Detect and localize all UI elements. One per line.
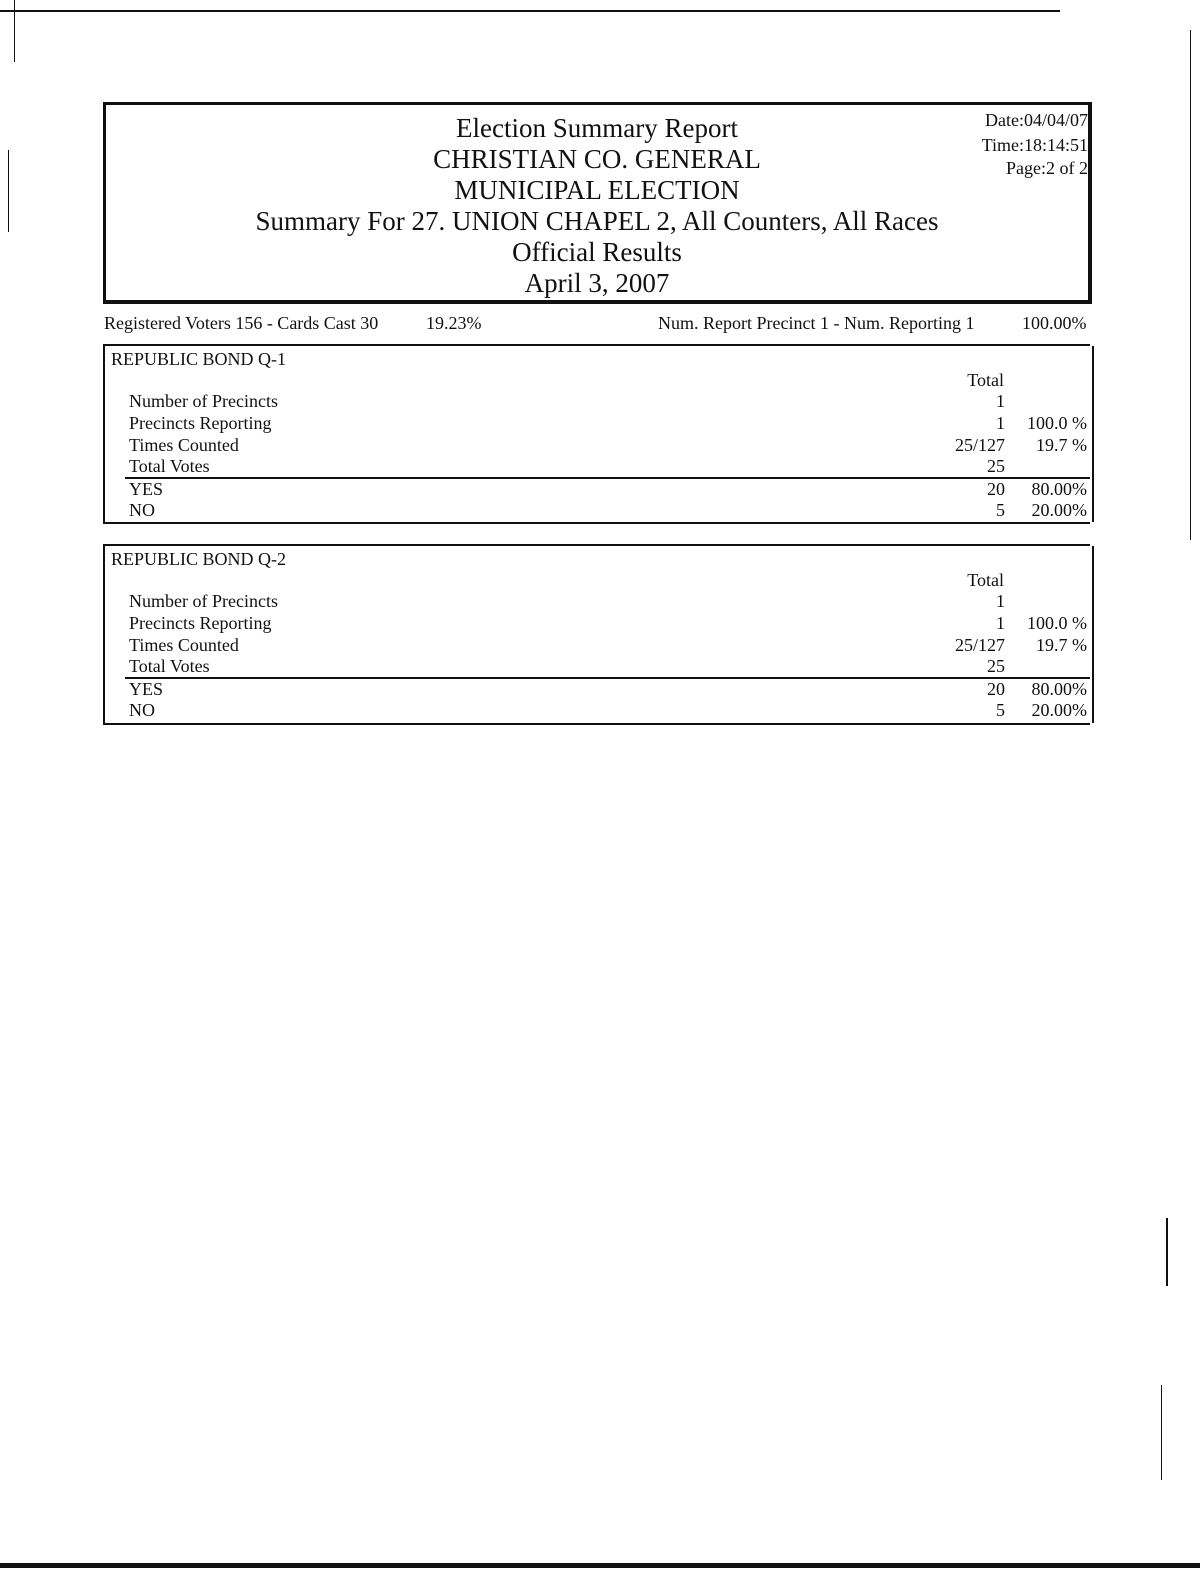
stat-label: Times Counted (129, 435, 239, 455)
choice-percent: 20.00% (1031, 500, 1087, 520)
scan-border-left (14, 0, 15, 62)
stat-label: Total Votes (129, 456, 210, 476)
stat-percent: 100.0 % (1027, 613, 1087, 633)
report-time: Time:18:14:51 (981, 135, 1088, 155)
stat-label: Total Votes (129, 656, 210, 676)
report-county: CHRISTIAN CO. GENERAL (433, 144, 761, 174)
stat-value: 25/127 (954, 635, 1005, 655)
stat-value: 25 (987, 656, 1005, 676)
stat-value: 25 (987, 456, 1005, 476)
report-page: Page:2 of 2 (1006, 158, 1088, 178)
stat-percent: 19.7 % (1036, 435, 1087, 455)
report-status: Official Results (512, 237, 682, 267)
report-election-date: April 3, 2007 (524, 268, 670, 298)
stat-value: 1 (996, 591, 1005, 611)
precinct-reporting-summary: Num. Report Precinct 1 - Num. Reporting 1 (658, 313, 975, 333)
race-republic-bond-q1 (103, 344, 1090, 524)
cards-cast-percent: 19.23% (426, 313, 482, 333)
scan-mark-right (1190, 30, 1191, 540)
scan-mark-right-lower (1166, 1218, 1168, 1286)
stat-label: Precincts Reporting (129, 613, 272, 633)
stat-value: 1 (996, 391, 1005, 411)
choice-votes: 5 (996, 500, 1005, 520)
choice-percent: 80.00% (1031, 479, 1087, 499)
choice-votes: 20 (987, 679, 1005, 699)
scan-mark-right-bottom (1161, 1385, 1162, 1480)
scan-border-top (0, 10, 1060, 12)
stat-label: Number of Precincts (129, 591, 278, 611)
stat-label: Times Counted (129, 635, 239, 655)
choice-votes: 5 (996, 700, 1005, 720)
choice-label: NO (129, 700, 155, 720)
scan-border-bottom (0, 1563, 1200, 1568)
report-summary-for: Summary For 27. UNION CHAPEL 2, All Counters, All Races (255, 206, 939, 236)
scan-mark-left (8, 150, 9, 232)
report-date: Date:04/04/07 (985, 110, 1088, 130)
total-column-header: Total (967, 570, 1004, 590)
divider (125, 477, 1090, 479)
stat-label: Number of Precincts (129, 391, 278, 411)
registered-voters-summary: Registered Voters 156 - Cards Cast 30 (104, 313, 379, 333)
stat-value: 1 (996, 613, 1005, 633)
report-election: MUNICIPAL ELECTION (454, 175, 740, 205)
stat-percent: 19.7 % (1036, 635, 1087, 655)
stat-value: 1 (996, 413, 1005, 433)
race-title: REPUBLIC BOND Q-2 (111, 549, 287, 569)
choice-label: YES (129, 479, 164, 499)
stat-label: Precincts Reporting (129, 413, 272, 433)
race-republic-bond-q2 (103, 544, 1090, 725)
stat-value: 25/127 (954, 435, 1005, 455)
choice-label: YES (129, 679, 164, 699)
stat-percent: 100.0 % (1027, 413, 1087, 433)
precinct-reporting-percent: 100.00% (1022, 313, 1087, 333)
choice-label: NO (129, 500, 155, 520)
choice-percent: 20.00% (1031, 700, 1087, 720)
choice-percent: 80.00% (1031, 679, 1087, 699)
divider (125, 677, 1090, 679)
report-title: Election Summary Report (456, 113, 738, 143)
report-header (103, 102, 1092, 304)
race-title: REPUBLIC BOND Q-1 (111, 349, 287, 369)
choice-votes: 20 (987, 479, 1005, 499)
total-column-header: Total (967, 370, 1004, 390)
